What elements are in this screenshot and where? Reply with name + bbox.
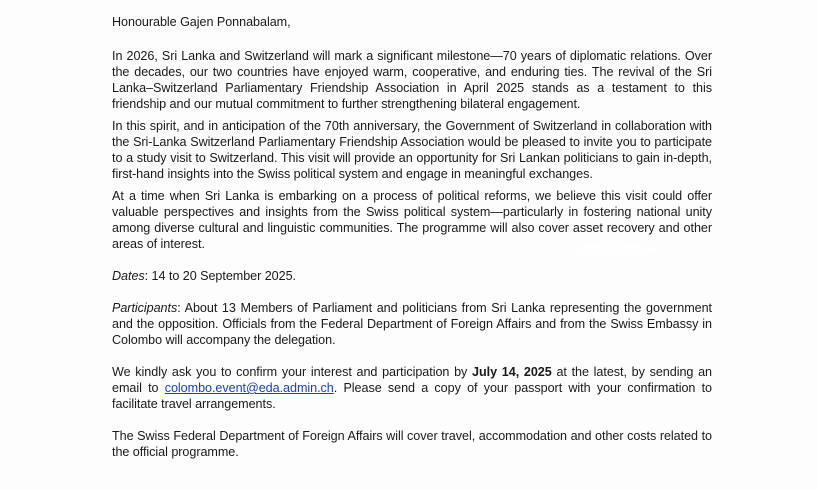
dates-line [112, 268, 712, 284]
salutation: Honourable Gajen Ponnabalam, [112, 15, 291, 29]
paragraph-reforms: At a time when Sri Lanka is embarking on a process of political reforms, we believe this visit could offer valuable perspectives and insights from the Swiss political system—particularly in fostering national unity among diverse cultural and linguistic communities. The programme will also cover asset recovery and other areas of interest. [112, 189, 712, 251]
paragraph-invitation: In this spirit, and in anticipation of the 70th anniversary, the Government of Switzerland in collaboration with the Sri-Lanka Switzerland Parliamentary Friendship Association would be pleased to invite you to participate to a study visit to Switzerland. This visit will provide an opportunity for Sri Lankan politicians to gain in-depth, first-hand insights into the Swiss political system and engage in meaningful exchanges. [112, 119, 712, 181]
confirm-text-after: . Please send a copy of your passport with your confirmation to facilitate travel arrangements. [112, 381, 712, 411]
costs-paragraph: The Swiss Federal Department of Foreign Affairs will cover travel, accommodation and other costs related to the official programme. [112, 429, 712, 459]
participants-label: Participants [112, 301, 178, 315]
dates-label: Dates [112, 269, 145, 283]
participants-value: : About 13 Members of Parliament and politicians from Sri Lanka representing the government and the opposition. Officials from the Federal Department of Foreign Affairs and from the Swiss Embassy in Colombo will accompany the delegation. [112, 301, 712, 347]
email-link[interactable]: colombo.event@eda.admin.ch [164, 381, 334, 395]
confirm-text-before: We kindly ask you to confirm your interest and participation by [112, 365, 473, 379]
paragraph-anniversary: In 2026, Sri Lanka and Switzerland will mark a significant milestone—70 years of diplomatic relations. Over the decades, our two countries have enjoyed warm, cooperative, and enduring ties. The revival of the Sri Lanka–Switzerland Parliamentary Friendship Association in April 2025 stands as a testament to this friendship and our mutual commitment to further strengthening bilateral engagement. [112, 49, 712, 111]
confirmation-paragraph [112, 364, 712, 412]
confirm-text-middle: at the latest, by sending an email to [112, 365, 713, 395]
dates-value: : 14 to 20 September 2025. [144, 269, 296, 283]
participants-paragraph [112, 300, 712, 348]
confirm-deadline: July 14, 2025 [472, 365, 552, 379]
letter-body [112, 14, 712, 466]
